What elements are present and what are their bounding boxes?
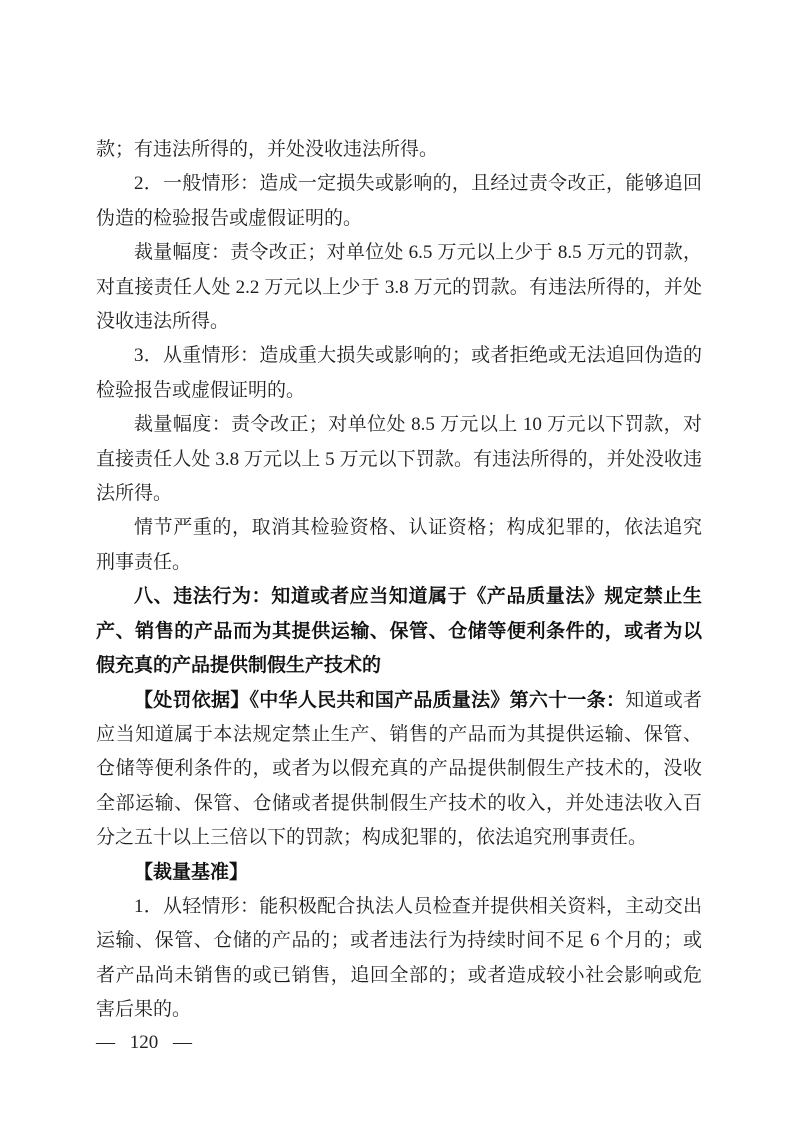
page-number: — 120 — [96, 1032, 192, 1053]
paragraph-continuation: 款；有违法所得的，并处没收违法所得。 [96, 139, 439, 160]
paragraph-serious-circumstances: 情节严重的，取消其检验资格、认证资格；构成犯罪的，依法追究刑事责任。 [96, 517, 702, 573]
paragraph-general-case: 2．一般情形：造成一定损失或影响的，且经过责令改正，能够追回伪造的检验报告或虚假证明的。 [96, 173, 702, 229]
paragraph-penalty-basis [96, 684, 702, 856]
paragraph-lenient-case: 1．从轻情形：能积极配合执法人员检查并提供相关资料，主动交出运输、保管、仓储的产品的；或者违法行为持续时间不足 6 个月的；或者产品尚未销售的或已销售，追回全部的；或者造成较小社会影响或危害后果的。 [96, 895, 702, 1021]
paragraph-discretion-range-general: 裁量幅度：责令改正；对单位处 6.5 万元以上少于 8.5 万元的罚款，对直接责任人处 2.2 万元以上少于 3.8 万元的罚款。有违法所得的，并处没收违法所得。 [96, 242, 702, 333]
subsection-heading-discretion-benchmark: 【裁量基准】 [134, 861, 249, 883]
paragraph-aggravated-case: 3．从重情形：造成重大损失或影响的；或者拒绝或无法追回伪造的检验报告或虚假证明的。 [96, 345, 702, 401]
paragraph-discretion-range-aggravated: 裁量幅度：责令改正；对单位处 8.5 万元以上 10 万元以下罚款，对直接责任人处 3.8 万元以上 5 万元以下罚款。有违法所得的，并处没收违法所得。 [96, 414, 702, 505]
penalty-basis-label: 【处罚依据】《中华人民共和国产品质量法》第六十一条： [134, 689, 626, 711]
document-body [96, 133, 702, 1028]
penalty-basis-text: 知道或者应当知道属于本法规定禁止生产、销售的产品而为其提供运输、保管、仓储等便利条件的，或者为以假充真的产品提供制假生产技术的，没收全部运输、保管、仓储或者提供制假生产技术的收入，并处违法收入百分之五十以上三倍以下的罚款；构成犯罪的，依法追究刑事责任。 [96, 689, 702, 849]
section-heading-violation-8: 八、违法行为：知道或者应当知道属于《产品质量法》规定禁止生产、销售的产品而为其提供运输、保管、仓储等便利条件的，或者为以假充真的产品提供制假生产技术的 [96, 586, 702, 677]
